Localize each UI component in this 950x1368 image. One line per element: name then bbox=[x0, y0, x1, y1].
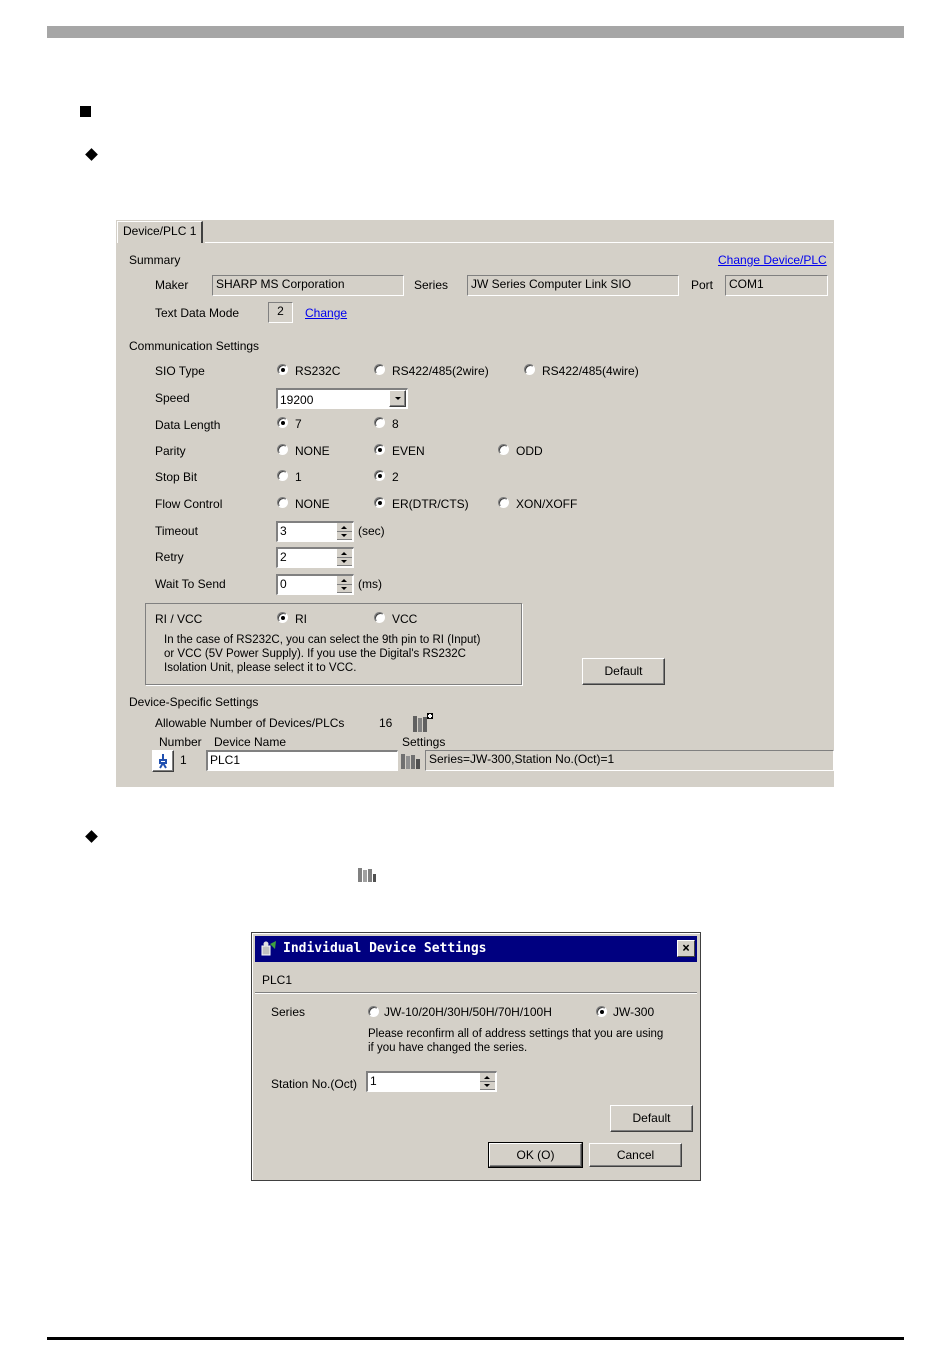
wait-to-send-unit: (ms) bbox=[358, 577, 382, 591]
device-name-input[interactable] bbox=[206, 750, 398, 771]
series-jw300-radio[interactable] bbox=[596, 1006, 607, 1017]
dialog-title: Individual Device Settings bbox=[283, 941, 487, 956]
dialog-titlebar bbox=[255, 936, 697, 962]
device-row-icon[interactable] bbox=[152, 750, 174, 772]
station-no-label: Station No.(Oct) bbox=[271, 1077, 358, 1091]
wait-to-send-spinner[interactable] bbox=[336, 576, 352, 593]
flow-xon-label: XON/XOFF bbox=[516, 497, 578, 511]
vcc-radio[interactable] bbox=[374, 612, 385, 623]
footer-rule bbox=[47, 1337, 904, 1340]
data-length-7-radio[interactable] bbox=[277, 417, 288, 428]
ri-vcc-note-line-3: Isolation Unit, please select it to VCC. bbox=[164, 662, 357, 674]
stop-bit-label: Stop Bit bbox=[155, 470, 198, 484]
sio-rs422-4wire-radio[interactable] bbox=[524, 364, 535, 375]
sio-rs232c-label: RS232C bbox=[295, 364, 341, 378]
device-specific-heading: Device-Specific Settings bbox=[129, 695, 259, 709]
header-rule bbox=[47, 26, 904, 38]
series-jw10-label: JW-10/20H/30H/50H/70H/100H bbox=[384, 1005, 552, 1019]
spin-up-icon bbox=[341, 526, 347, 529]
station-no-value: 1 bbox=[370, 1074, 377, 1088]
diamond-bullet-icon bbox=[85, 148, 98, 161]
ri-radio[interactable] bbox=[277, 612, 288, 623]
parity-none-radio[interactable] bbox=[277, 444, 288, 455]
device-settings-icon[interactable] bbox=[400, 751, 422, 771]
square-bullet-icon bbox=[80, 106, 91, 117]
parity-even-radio[interactable] bbox=[374, 444, 385, 455]
diamond-bullet-icon bbox=[85, 830, 98, 843]
text-data-mode-label: Text Data Mode bbox=[155, 306, 240, 320]
plug-icon bbox=[155, 753, 171, 769]
allowable-devices-value: 16 bbox=[379, 716, 393, 730]
maker-label: Maker bbox=[155, 278, 189, 292]
timeout-value: 3 bbox=[280, 524, 287, 538]
allowable-devices-label: Allowable Number of Devices/PLCs bbox=[155, 716, 345, 730]
change-text-mode-link[interactable]: Change bbox=[305, 306, 348, 320]
column-number: Number bbox=[159, 735, 202, 749]
retry-label: Retry bbox=[155, 550, 184, 564]
settings-icon bbox=[357, 866, 377, 884]
vcc-label: VCC bbox=[392, 612, 418, 626]
spin-down-icon bbox=[341, 587, 347, 590]
speed-value: 19200 bbox=[280, 393, 314, 407]
series-jw300-label: JW-300 bbox=[613, 1005, 655, 1019]
wait-to-send-label: Wait To Send bbox=[155, 577, 226, 591]
sio-rs422-4wire-label: RS422/485(4wire) bbox=[542, 364, 639, 378]
flow-none-label: NONE bbox=[295, 497, 330, 511]
spin-down-icon bbox=[341, 560, 347, 563]
sio-rs232c-radio[interactable] bbox=[277, 364, 288, 375]
flow-control-label: Flow Control bbox=[155, 497, 223, 511]
flow-xon-radio[interactable] bbox=[498, 497, 509, 508]
retry-spinner[interactable] bbox=[336, 549, 352, 566]
flow-er-radio[interactable] bbox=[374, 497, 385, 508]
text-data-mode-field: 2 bbox=[268, 302, 293, 323]
station-no-spinner[interactable] bbox=[479, 1073, 495, 1090]
tab-divider bbox=[205, 242, 833, 243]
tab-device-plc-1[interactable]: Device/PLC 1 bbox=[117, 221, 203, 243]
flow-none-radio[interactable] bbox=[277, 497, 288, 508]
sio-type-label: SIO Type bbox=[155, 364, 205, 378]
timeout-unit: (sec) bbox=[358, 524, 385, 538]
stop-bit-1-radio[interactable] bbox=[277, 470, 288, 481]
add-device-icon[interactable] bbox=[412, 712, 434, 734]
device-row-number: 1 bbox=[180, 753, 187, 767]
parity-even-label: EVEN bbox=[392, 444, 425, 458]
cancel-button[interactable]: Cancel bbox=[589, 1143, 682, 1167]
ri-vcc-label: RI / VCC bbox=[155, 612, 203, 626]
dialog-device-name: PLC1 bbox=[262, 973, 293, 987]
data-length-8-radio[interactable] bbox=[374, 417, 385, 428]
series-field: JW Series Computer Link SIO bbox=[467, 275, 679, 296]
ok-button[interactable]: OK (O) bbox=[489, 1143, 582, 1167]
spin-down-icon bbox=[484, 1084, 490, 1087]
parity-label: Parity bbox=[155, 444, 186, 458]
series-label: Series bbox=[414, 278, 449, 292]
dialog-default-button[interactable]: Default bbox=[610, 1105, 693, 1132]
device-settings-summary: Series=JW-300,Station No.(Oct)=1 bbox=[425, 750, 834, 771]
spin-down-icon bbox=[341, 534, 347, 537]
speed-dropdown-button[interactable] bbox=[389, 390, 406, 407]
ri-label: RI bbox=[295, 612, 307, 626]
parity-odd-label: ODD bbox=[516, 444, 543, 458]
close-icon[interactable]: × bbox=[677, 940, 695, 957]
column-device-name: Device Name bbox=[214, 735, 287, 749]
dialog-note-line-1: Please reconfirm all of address settings that you are using bbox=[368, 1028, 664, 1040]
spin-up-icon bbox=[484, 1076, 490, 1079]
stop-bit-1-label: 1 bbox=[295, 470, 302, 484]
spin-up-icon bbox=[341, 579, 347, 582]
comm-default-button[interactable]: Default bbox=[582, 658, 665, 685]
app-icon bbox=[260, 940, 278, 958]
chevron-down-icon bbox=[395, 397, 401, 400]
flow-er-label: ER(DTR/CTS) bbox=[392, 497, 469, 511]
parity-none-label: NONE bbox=[295, 444, 330, 458]
station-no-input[interactable] bbox=[366, 1071, 497, 1092]
ri-vcc-note-line-1: In the case of RS232C, you can select the 9th pin to RI (Input) bbox=[164, 634, 481, 646]
spin-up-icon bbox=[341, 552, 347, 555]
dialog-series-label: Series bbox=[271, 1005, 306, 1019]
dialog-divider bbox=[255, 992, 697, 994]
port-label: Port bbox=[691, 278, 714, 292]
stop-bit-2-radio[interactable] bbox=[374, 470, 385, 481]
timeout-spinner[interactable] bbox=[336, 523, 352, 540]
change-device-plc-link[interactable]: Change Device/PLC bbox=[718, 253, 827, 267]
data-length-label: Data Length bbox=[155, 418, 221, 432]
speed-label: Speed bbox=[155, 391, 190, 405]
sio-rs422-2wire-label: RS422/485(2wire) bbox=[392, 364, 489, 378]
data-length-8-label: 8 bbox=[392, 417, 399, 431]
timeout-label: Timeout bbox=[155, 524, 198, 538]
summary-heading: Summary bbox=[129, 253, 181, 267]
device-name-value: PLC1 bbox=[210, 753, 241, 767]
maker-field: SHARP MS Corporation bbox=[212, 275, 404, 296]
parity-odd-radio[interactable] bbox=[498, 444, 509, 455]
dialog-note-line-2: if you have changed the series. bbox=[368, 1042, 528, 1054]
port-field: COM1 bbox=[725, 275, 828, 296]
wait-to-send-value: 0 bbox=[280, 577, 287, 591]
sio-rs422-2wire-radio[interactable] bbox=[374, 364, 385, 375]
data-length-7-label: 7 bbox=[295, 417, 302, 431]
column-settings: Settings bbox=[402, 735, 446, 749]
series-jw10-radio[interactable] bbox=[368, 1006, 379, 1017]
ri-vcc-note-line-2: or VCC (5V Power Supply). If you use the Digital's RS232C bbox=[164, 648, 466, 660]
retry-value: 2 bbox=[280, 550, 287, 564]
communication-settings-heading: Communication Settings bbox=[129, 339, 260, 353]
stop-bit-2-label: 2 bbox=[392, 470, 399, 484]
